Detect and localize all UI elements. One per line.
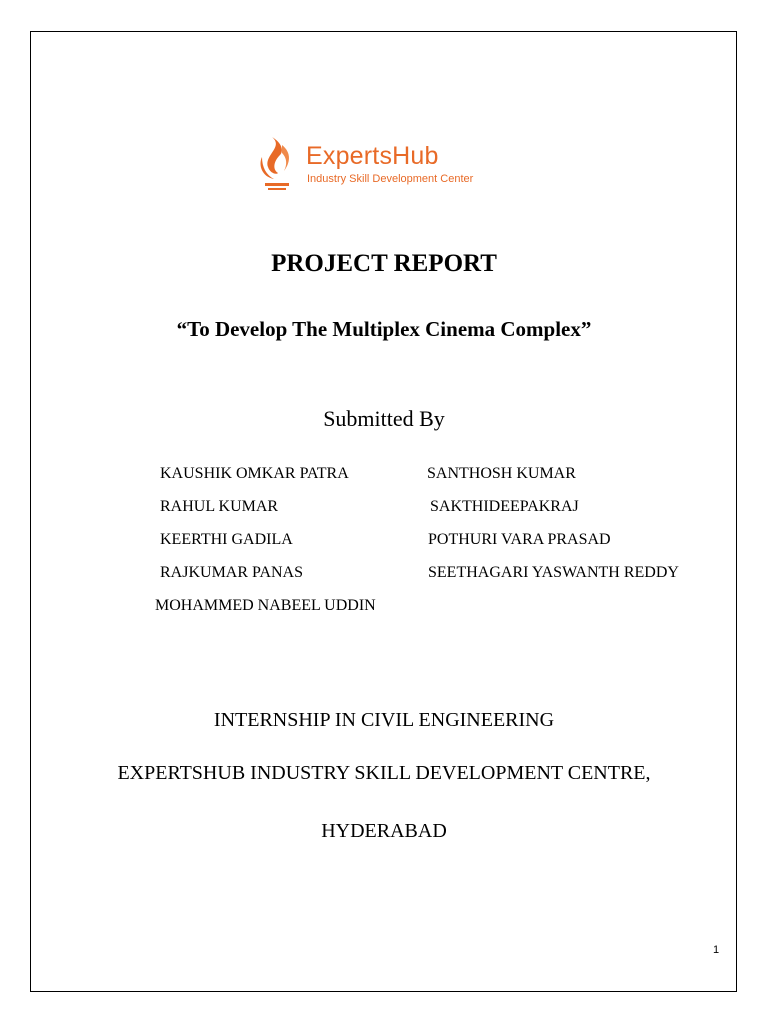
member-name: SANTHOSH KUMAR <box>427 465 576 482</box>
member-name: RAJKUMAR PANAS <box>160 564 304 581</box>
report-title: PROJECT REPORT <box>271 250 497 277</box>
city-line: HYDERABAD <box>321 820 447 842</box>
institution-line: EXPERTSHUB INDUSTRY SKILL DEVELOPMENT CENTRE, <box>117 762 651 784</box>
logo-name: ExpertsHub <box>306 142 439 170</box>
page-number: 1 <box>713 944 720 956</box>
submitted-by-label: Submitted By <box>323 406 445 431</box>
flame-torch-logo-icon <box>254 133 304 195</box>
member-name: RAHUL KUMAR <box>160 498 279 515</box>
expertshub-logo <box>254 133 524 195</box>
member-name: KEERTHI GADILA <box>160 531 293 548</box>
member-name: POTHURI VARA PRASAD <box>428 531 611 548</box>
member-name: SAKTHIDEEPAKRAJ <box>430 498 579 515</box>
member-name: SEETHAGARI YASWANTH REDDY <box>428 564 679 581</box>
internship-line: INTERNSHIP IN CIVIL ENGINEERING <box>213 709 555 731</box>
report-subtitle: “To Develop The Multiplex Cinema Complex” <box>176 317 592 341</box>
logo-tagline: Industry Skill Development Center <box>307 173 474 185</box>
member-name: KAUSHIK OMKAR PATRA <box>160 465 349 482</box>
member-name: MOHAMMED NABEEL UDDIN <box>155 597 376 614</box>
